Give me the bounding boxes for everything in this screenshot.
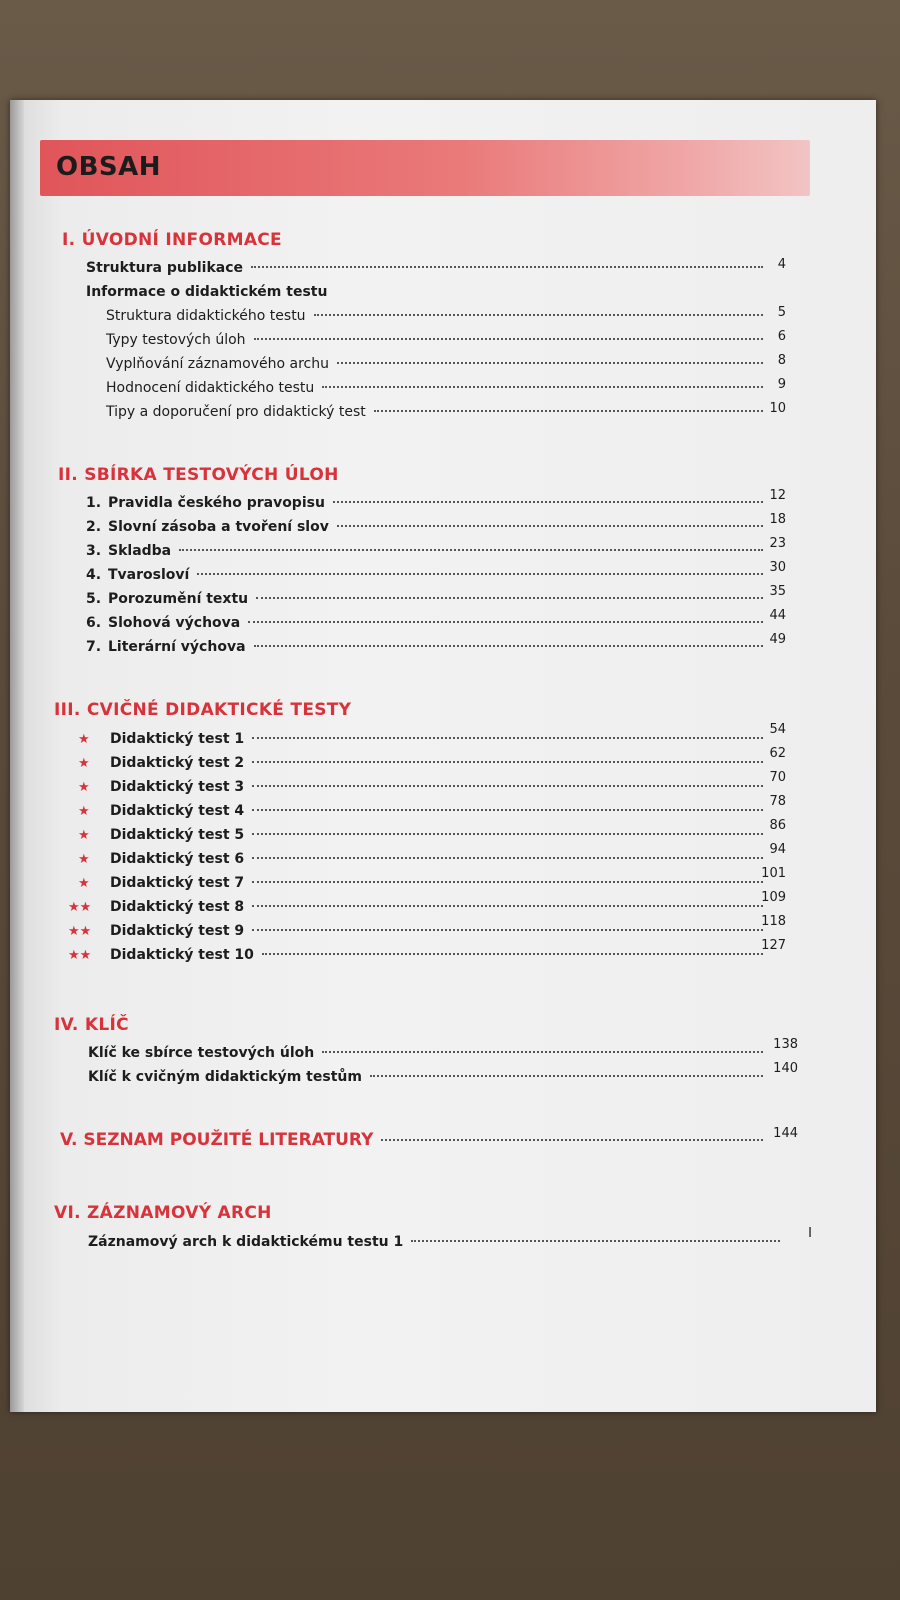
star-icon: ★ xyxy=(78,876,90,891)
dot-leader xyxy=(314,314,763,316)
section-heading-zaznamovy-arch: VI. ZÁZNAMOVÝ ARCH xyxy=(54,1203,272,1223)
toc-entry[interactable]: Tipy a doporučení pro didaktický test xyxy=(106,404,771,426)
toc-entry[interactable]: 5. Porozumění textu xyxy=(86,591,771,613)
toc-entry[interactable]: ★ Didaktický test 5 xyxy=(78,827,771,849)
page-number: 35 xyxy=(769,584,786,599)
star-icon: ★★ xyxy=(68,948,92,963)
page-number: 144 xyxy=(773,1126,798,1141)
dot-leader xyxy=(252,929,763,931)
dot-leader xyxy=(248,621,763,623)
dot-leader xyxy=(262,953,763,955)
dot-leader xyxy=(322,1051,763,1053)
dot-leader xyxy=(252,737,763,739)
page-number: 4 xyxy=(777,257,786,272)
star-icon: ★ xyxy=(78,756,90,771)
page-number: 30 xyxy=(769,560,786,575)
dot-leader xyxy=(252,761,763,763)
section-heading-cvicne: III. CVIČNÉ DIDAKTICKÉ TESTY xyxy=(54,700,352,720)
page-number: 62 xyxy=(769,746,786,761)
page-number: 118 xyxy=(761,914,786,929)
dot-leader xyxy=(381,1139,763,1141)
page-number: 86 xyxy=(769,818,786,833)
dot-leader xyxy=(370,1075,763,1077)
toc-entry[interactable]: ★★ Didaktický test 8 xyxy=(68,899,771,921)
page-number: 140 xyxy=(773,1061,798,1076)
dot-leader xyxy=(322,386,763,388)
page-number: 23 xyxy=(769,536,786,551)
toc-entry[interactable]: 1. Pravidla českého pravopisu xyxy=(86,495,771,517)
toc-entry[interactable]: 3. Skladba xyxy=(86,543,771,565)
dot-leader xyxy=(337,525,763,527)
section-heading-uvodni: I. ÚVODNÍ INFORMACE xyxy=(62,230,282,250)
star-icon: ★ xyxy=(78,828,90,843)
toc-entry[interactable]: 4. Tvarosloví xyxy=(86,567,771,589)
dot-leader xyxy=(252,833,763,835)
page-edge xyxy=(10,100,24,1412)
page-number: 49 xyxy=(769,632,786,647)
book-page xyxy=(10,100,876,1412)
section-heading-sbirka: II. SBÍRKA TESTOVÝCH ÚLOH xyxy=(58,465,339,485)
toc-entry[interactable]: ★ Didaktický test 6 xyxy=(78,851,771,873)
toc-entry[interactable]: Typy testových úloh xyxy=(106,332,771,354)
dot-leader xyxy=(252,809,763,811)
page-number: 10 xyxy=(769,401,786,416)
page-number: 78 xyxy=(769,794,786,809)
dot-leader xyxy=(337,362,763,364)
toc-entry[interactable]: Struktura publikace xyxy=(86,260,771,282)
toc-entry[interactable]: Struktura didaktického testu xyxy=(106,308,771,330)
page-number: 6 xyxy=(777,329,786,344)
toc-entry[interactable]: ★★ Didaktický test 9 xyxy=(68,923,771,945)
toc-entry[interactable]: ★ Didaktický test 2 xyxy=(78,755,771,777)
page-number: 127 xyxy=(761,938,786,953)
dot-leader xyxy=(252,881,763,883)
dot-leader xyxy=(254,645,763,647)
dot-leader xyxy=(252,857,763,859)
page-number: 12 xyxy=(769,488,786,503)
page-number: 8 xyxy=(777,353,786,368)
toc-entry[interactable]: ★ Didaktický test 1 xyxy=(78,731,771,753)
toc-entry[interactable]: ★ Didaktický test 3 xyxy=(78,779,771,801)
dot-leader xyxy=(333,501,763,503)
toc-entry[interactable]: 7. Literární výchova xyxy=(86,639,771,661)
toc-entry[interactable]: 6. Slohová výchova xyxy=(86,615,771,637)
section-heading-klic: IV. KLÍČ xyxy=(54,1015,129,1035)
page-number: I xyxy=(808,1226,812,1241)
page-number: 9 xyxy=(777,377,786,392)
toc-entry[interactable]: Klíč ke sbírce testových úloh xyxy=(88,1045,771,1067)
toc-entry[interactable]: Informace o didaktickém testu xyxy=(86,284,328,300)
dot-leader xyxy=(252,905,763,907)
page-number: 101 xyxy=(761,866,786,881)
page-number: 5 xyxy=(777,305,786,320)
toc-entry[interactable]: ★ Didaktický test 4 xyxy=(78,803,771,825)
star-icon: ★★ xyxy=(68,924,92,939)
toc-entry[interactable]: ★★ Didaktický test 10 xyxy=(68,947,771,969)
toc-entry[interactable]: ★ Didaktický test 7 xyxy=(78,875,771,897)
dot-leader xyxy=(251,266,763,268)
page-title: OBSAH xyxy=(56,152,162,182)
dot-leader xyxy=(256,597,763,599)
toc-entry[interactable]: 2. Slovní zásoba a tvoření slov xyxy=(86,519,771,541)
star-icon: ★ xyxy=(78,732,90,747)
star-icon: ★ xyxy=(78,804,90,819)
dot-leader xyxy=(374,410,763,412)
dot-leader xyxy=(411,1240,780,1242)
page-number: 94 xyxy=(769,842,786,857)
page-number: 70 xyxy=(769,770,786,785)
toc-entry[interactable]: Vyplňování záznamového archu xyxy=(106,356,771,378)
title-banner xyxy=(40,140,810,196)
toc-entry[interactable]: Záznamový arch k didaktickému testu 1 xyxy=(88,1234,788,1256)
toc-entry[interactable]: Hodnocení didaktického testu xyxy=(106,380,771,402)
dot-leader xyxy=(179,549,763,551)
dot-leader xyxy=(252,785,763,787)
star-icon: ★★ xyxy=(68,900,92,915)
page-number: 44 xyxy=(769,608,786,623)
page-number: 54 xyxy=(769,722,786,737)
toc-entry-literatura[interactable]: V. SEZNAM POUŽITÉ LITERATURY xyxy=(60,1130,771,1152)
page-number: 18 xyxy=(769,512,786,527)
toc-entry[interactable]: Klíč k cvičným didaktickým testům xyxy=(88,1069,771,1091)
star-icon: ★ xyxy=(78,852,90,867)
dot-leader xyxy=(197,573,763,575)
page-number: 138 xyxy=(773,1037,798,1052)
star-icon: ★ xyxy=(78,780,90,795)
page-number: 109 xyxy=(761,890,786,905)
dot-leader xyxy=(254,338,763,340)
